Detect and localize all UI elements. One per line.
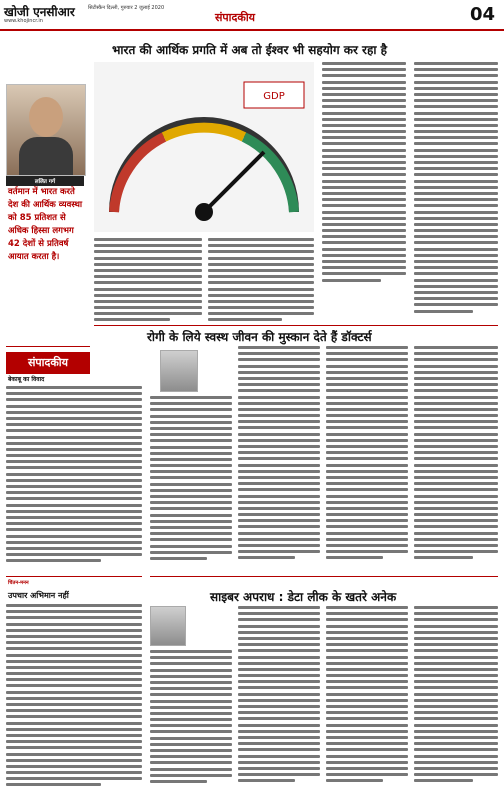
bottom-left-body bbox=[6, 604, 142, 794]
dateline: सिटीस्कैन दिल्ली, गुरुवार 2 जुलाई 2020 bbox=[88, 5, 165, 11]
section-divider bbox=[94, 325, 498, 326]
cyber-body-col4 bbox=[414, 606, 498, 794]
bottom-left-kicker: चिंतन-मनन bbox=[8, 580, 29, 586]
lead-body-col3 bbox=[322, 62, 406, 292]
health-body-col2 bbox=[238, 346, 320, 572]
health-author-photo bbox=[160, 350, 198, 392]
lead-body-col2 bbox=[208, 238, 314, 324]
cyber-body-col3 bbox=[326, 606, 408, 794]
health-body-col3 bbox=[326, 346, 408, 572]
header-rule bbox=[0, 29, 504, 31]
lead-body-col4 bbox=[414, 62, 498, 324]
pull-quote: वर्तमान में भारत करते देश की आर्थिक व्यवस्था को 85 प्रतिशत से अधिक हिस्सा लगभग 42 देशों से प्रतिवर्ष आयात करता है। bbox=[8, 187, 83, 262]
author-name: ललित गर्ग bbox=[6, 176, 84, 186]
editorial-body bbox=[6, 386, 142, 570]
page-number: 04 bbox=[470, 4, 496, 25]
cyber-author-photo bbox=[150, 606, 186, 646]
health-headline: रोगी के लिये स्वस्थ जीवन की मुस्कान देते हैं डॉक्टर्स bbox=[147, 330, 372, 344]
cyber-body-col1 bbox=[150, 650, 232, 794]
health-body-col4 bbox=[414, 346, 498, 572]
left-divider bbox=[6, 346, 90, 347]
cyber-divider bbox=[150, 576, 498, 577]
editorial-subhead: बेकाबू का विवाद bbox=[8, 376, 45, 383]
bottom-left-divider bbox=[6, 576, 142, 577]
lead-body-col1 bbox=[94, 238, 202, 324]
bottom-left-headline: उपचार अभिमान नहीं bbox=[8, 591, 69, 600]
health-body-col1 bbox=[150, 396, 232, 572]
lead-headline: भारत की आर्थिक प्रगति में अब तो ईश्वर भी सहयोग कर रहा है bbox=[112, 43, 387, 57]
author-photo bbox=[6, 84, 86, 176]
svg-text:GDP: GDP bbox=[263, 91, 285, 102]
cyber-headline: साइबर अपराध : डेटा लीक के खतरे अनेक bbox=[210, 590, 397, 604]
page-header bbox=[0, 0, 504, 30]
economy-gauge-graphic bbox=[94, 62, 314, 232]
cyber-body-col2 bbox=[238, 606, 320, 794]
editorial-banner: संपादकीय bbox=[6, 352, 90, 374]
newspaper-logo: खोजी एनसीआर bbox=[4, 5, 75, 19]
section-label: संपादकीय bbox=[215, 11, 256, 24]
website: www.khojincr.in bbox=[4, 18, 43, 24]
